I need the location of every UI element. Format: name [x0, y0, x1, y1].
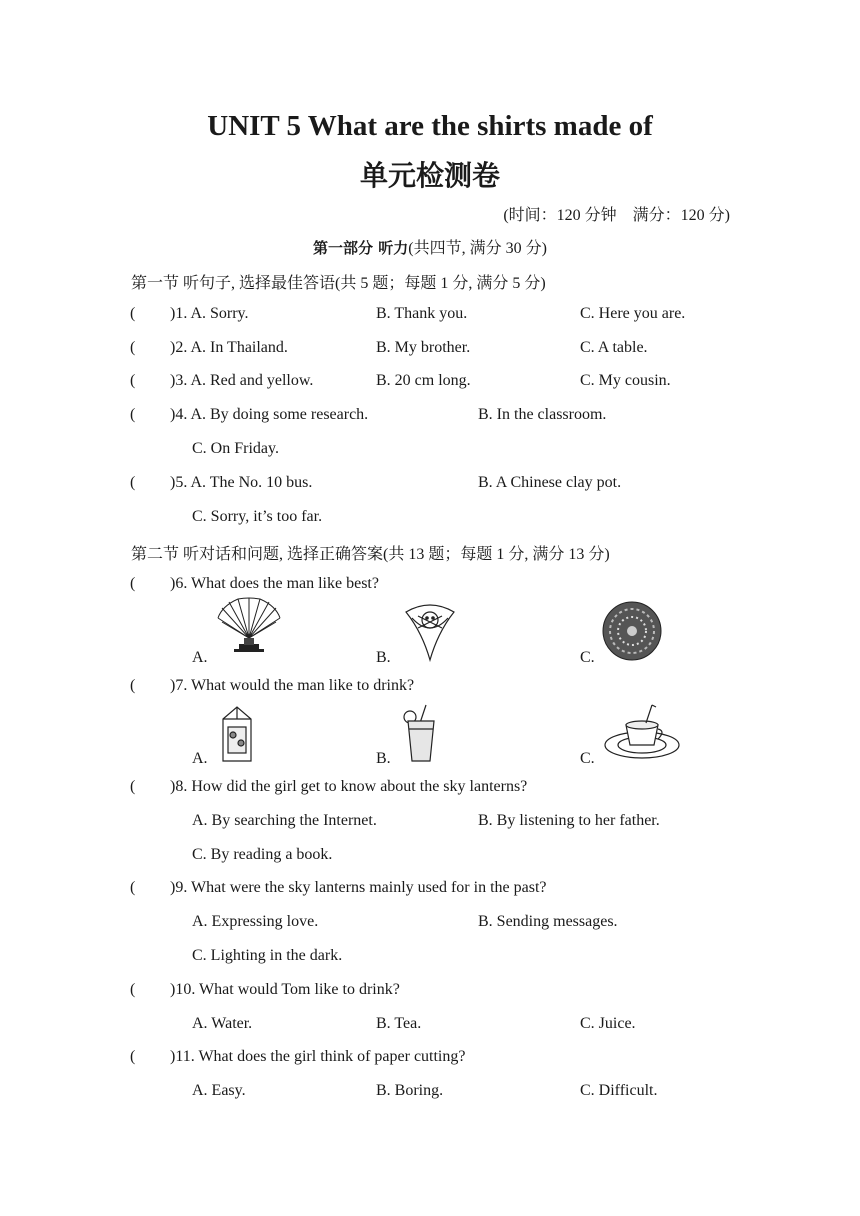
answer-paren[interactable]: ( — [130, 575, 136, 592]
milk-carton-icon — [219, 705, 255, 763]
answer-paren[interactable]: ( — [130, 677, 136, 694]
part1-heading: 第一部分 听力(共四节, 满分 30 分) — [313, 239, 547, 257]
q3-option-b: B. 20 cm long. — [376, 372, 471, 389]
answer-paren[interactable]: ( — [130, 372, 136, 389]
q2-option-b: B. My brother. — [376, 339, 471, 356]
exam-meta: (时间：120 分钟 满分：120 分) — [503, 207, 730, 224]
juice-glass-icon — [400, 703, 440, 763]
tea-cup-icon — [602, 703, 682, 761]
paper-cut-flower-icon — [601, 599, 663, 663]
q8-option-c: C. By reading a book. — [192, 846, 333, 863]
q7-stem: )7. What would the man like to drink? — [170, 677, 415, 694]
q4-option-b: B. In the classroom. — [478, 406, 607, 423]
answer-paren[interactable]: ( — [130, 879, 136, 896]
q6-stem: )6. What does the man like best? — [170, 575, 379, 592]
answer-paren[interactable]: ( — [130, 1048, 136, 1065]
q8-option-a: A. By searching the Internet. — [192, 812, 377, 829]
q8-option-b: B. By listening to her father. — [478, 812, 660, 829]
page-title: UNIT 5 What are the shirts made of — [207, 110, 653, 142]
answer-paren[interactable]: ( — [130, 339, 136, 356]
q5-option-a: )5. A. The No. 10 bus. — [170, 474, 313, 491]
q8-stem: )8. How did the girl get to know about the sky lanterns? — [170, 778, 528, 795]
q1-option-a: )1. A. Sorry. — [170, 305, 249, 322]
q11-stem: )11. What does the girl think of paper cutting? — [170, 1048, 466, 1065]
q10-option-a: A. Water. — [192, 1015, 253, 1032]
q3-option-a: )3. A. Red and yellow. — [170, 372, 314, 389]
kite-icon — [398, 598, 462, 662]
q10-option-b: B. Tea. — [376, 1015, 422, 1032]
q9-stem: )9. What were the sky lanterns mainly used for in the past? — [170, 879, 547, 896]
q1-option-b: B. Thank you. — [376, 305, 468, 322]
q9-option-a: A. Expressing love. — [192, 913, 319, 930]
q10-option-c: C. Juice. — [580, 1015, 636, 1032]
q1-option-c: C. Here you are. — [580, 305, 686, 322]
answer-paren[interactable]: ( — [130, 305, 136, 322]
q2-option-a: )2. A. In Thailand. — [170, 339, 288, 356]
q11-option-b: B. Boring. — [376, 1082, 444, 1099]
q6-option-c: C. — [580, 649, 595, 666]
q4-option-c: C. On Friday. — [192, 440, 279, 457]
answer-paren[interactable]: ( — [130, 778, 136, 795]
q11-option-c: C. Difficult. — [580, 1082, 658, 1099]
q3-option-c: C. My cousin. — [580, 372, 671, 389]
q9-option-c: C. Lighting in the dark. — [192, 947, 343, 964]
answer-paren[interactable]: ( — [130, 981, 136, 998]
q2-option-c: C. A table. — [580, 339, 648, 356]
q9-option-b: B. Sending messages. — [478, 913, 618, 930]
q6-option-b: B. — [376, 649, 391, 666]
q5-option-b: B. A Chinese clay pot. — [478, 474, 622, 491]
answer-paren[interactable]: ( — [130, 406, 136, 423]
page-subtitle: 单元检测卷 — [359, 159, 500, 192]
folding-fan-icon — [214, 598, 284, 660]
section1-heading: 第一节 听句子, 选择最佳答语(共 5 题；每题 1 分, 满分 5 分) — [131, 275, 546, 292]
answer-paren[interactable]: ( — [130, 474, 136, 491]
q7-option-a: A. — [192, 750, 208, 767]
q11-option-a: A. Easy. — [192, 1082, 246, 1099]
q10-stem: )10. What would Tom like to drink? — [170, 981, 400, 998]
q5-option-c: C. Sorry, it’s too far. — [192, 508, 323, 525]
section2-heading: 第二节 听对话和问题, 选择正确答案(共 13 题；每题 1 分, 满分 13 分) — [131, 546, 610, 563]
q4-option-a: )4. A. By doing some research. — [170, 406, 369, 423]
q6-option-a: A. — [192, 649, 208, 666]
q7-option-c: C. — [580, 750, 595, 767]
q7-option-b: B. — [376, 750, 391, 767]
